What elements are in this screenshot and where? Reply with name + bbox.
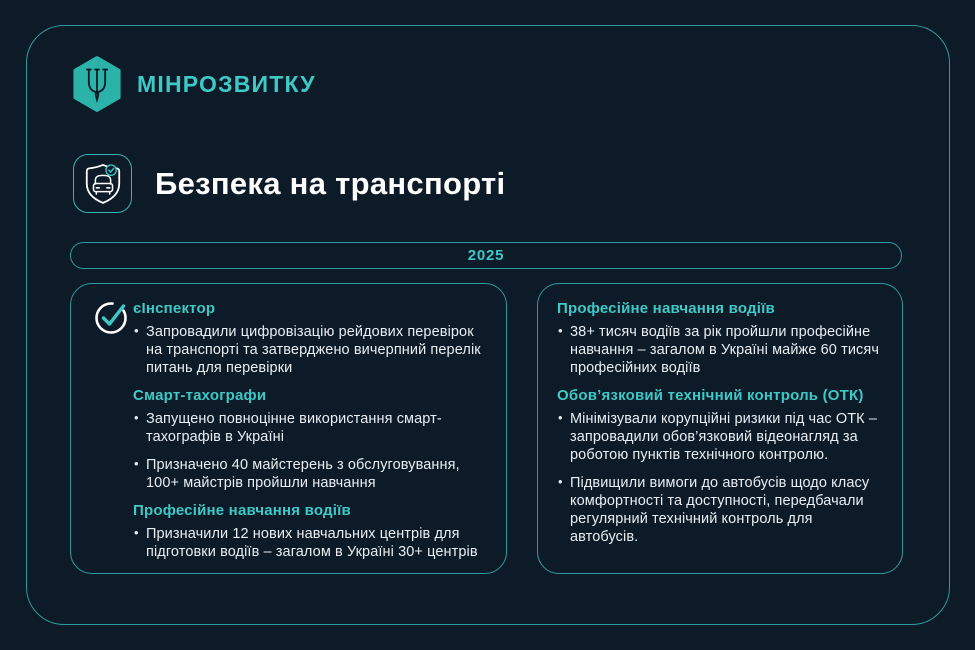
section-title: Обов’язковий технічний контроль (ОТК) xyxy=(557,387,864,404)
section-title: Професійне навчання водіїв xyxy=(557,300,775,317)
section-driver-training-left xyxy=(133,502,488,561)
bullet-item: • Призначили 12 нових навчальних центрів для підготовки водіїв – загалом в Україні 30+ центрів xyxy=(133,525,488,561)
bullet-item: • Підвищили вимоги до автобусів щодо класу комфортності та доступності, передбачали регулярний технічний контроль для автобусів. xyxy=(557,474,884,546)
bullet-item: • Запровадили цифровізацію рейдових перевірок на транспорті та затверджено вичерпний перелік питань для перевірки xyxy=(133,323,488,377)
panel-left xyxy=(70,283,507,574)
bullet-item: • 38+ тисяч водіїв за рік пройшли професійне навчання – загалом в Україні майже 60 тисяч професійних водіїв xyxy=(557,323,884,377)
section-einspektor xyxy=(133,300,488,377)
section-otk xyxy=(557,387,884,546)
panel-right xyxy=(537,283,903,574)
bullet-item: • Запущено повноцінне використання смарт-тахографів в Україні xyxy=(133,410,488,446)
content-columns xyxy=(70,283,903,574)
check-circle-icon xyxy=(92,297,132,337)
title-row xyxy=(73,154,505,213)
section-driver-training-right xyxy=(557,300,884,377)
section-title: Професійне навчання водіїв xyxy=(133,502,351,519)
brand-header xyxy=(72,56,316,112)
year-banner xyxy=(70,242,902,269)
bullet-item: • Призначено 40 майстерень з обслуговування, 100+ майстрів пройшли навчання xyxy=(133,456,488,492)
brand-name: МІНРОЗВИТКУ xyxy=(137,70,316,97)
section-smart-tachographs xyxy=(133,387,488,492)
year-label: 2025 xyxy=(467,247,505,264)
ministry-trident-logo-icon xyxy=(72,56,122,112)
bullet-item: • Мінімізували корупційні ризики під час ОТК – запровадили обов’язковий відеонагляд за роботою пунктів технічного контролю. xyxy=(557,410,884,464)
shield-car-check-icon xyxy=(73,154,132,213)
section-title: Смарт-тахографи xyxy=(133,387,267,404)
section-title: єІнспектор xyxy=(133,300,216,317)
page-title: Безпека на транспорті xyxy=(155,165,506,201)
